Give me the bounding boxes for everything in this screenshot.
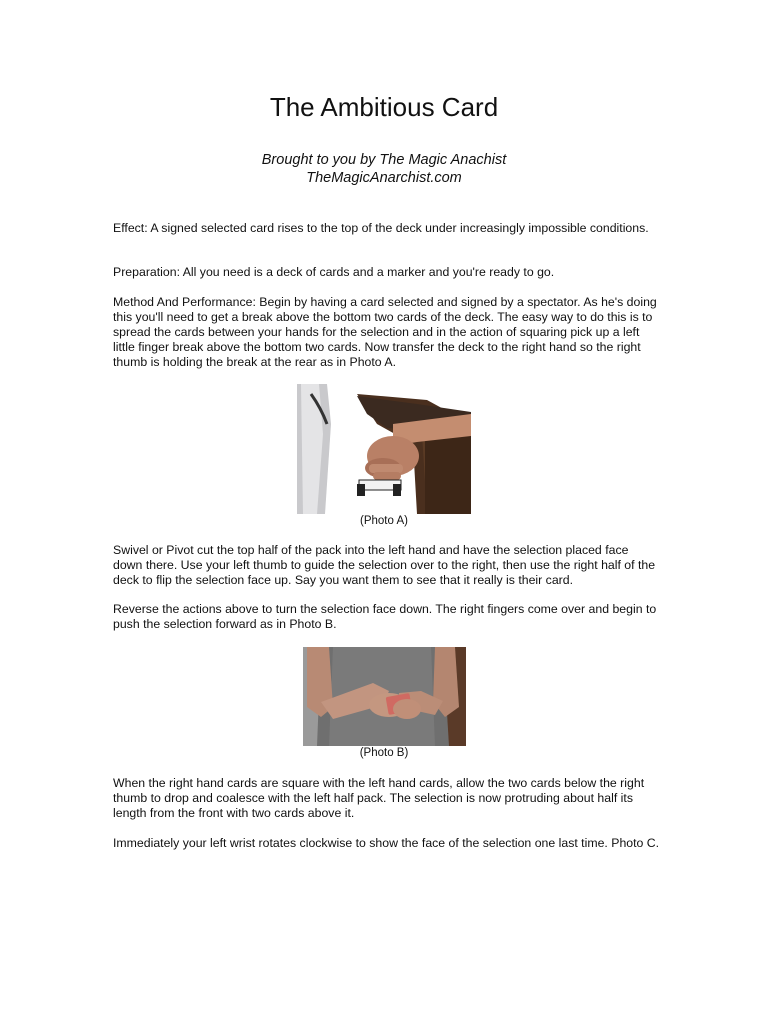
swivel-paragraph: Swivel or Pivot cut the top half of the pack into the left hand and have the selection placed face down there. Use your left thumb to guide the selection over to the right, then use the right half of the deck to flip the selection face up. Say you want them to see that it really is their card. [113,543,656,587]
photo-b [303,647,466,746]
reverse-paragraph: Reverse the actions above to turn the selection face down. The right fingers come over and begin to push the selection forward as in Photo B. [113,602,657,631]
photo-a-caption: (Photo A) [360,515,408,527]
page-title: The Ambitious Card [269,92,499,122]
byline [0,151,768,187]
byline-author: Brought to you by The Magic Anachist [261,152,507,168]
method-paragraph: Method And Performance: Begin by having a card selected and signed by a spectator. As he's doing this you'll need to get a break above the bottom two cards of the deck. The easy way to do this is to spread the cards between your hands for the selection and in the action of squaring pick up a left little finger break above the bottom two cards. Now transfer the deck to the right hand so the right thumb is holding the break at the rear as in Photo A. [113,295,657,369]
preparation-paragraph: Preparation: All you need is a deck of cards and a marker and you're ready to go. [113,265,555,279]
photo-a [297,384,471,514]
photo-b-caption: (Photo B) [359,747,409,759]
effect-paragraph: Effect: A signed selected card rises to the top of the deck under increasingly impossible conditions. [113,221,649,235]
photo-a-illustration [297,384,471,514]
immediately-paragraph: Immediately your left wrist rotates clockwise to show the face of the selection one last time. Photo C. [113,836,660,850]
photo-b-illustration [303,647,466,746]
square-paragraph: When the right hand cards are square with the left hand cards, allow the two cards below the right thumb to drop and coalesce with the left half pack. The selection is now protruding about half its length from the front with two cards above it. [113,776,645,820]
byline-website: TheMagicAnarchist.com [306,170,462,186]
